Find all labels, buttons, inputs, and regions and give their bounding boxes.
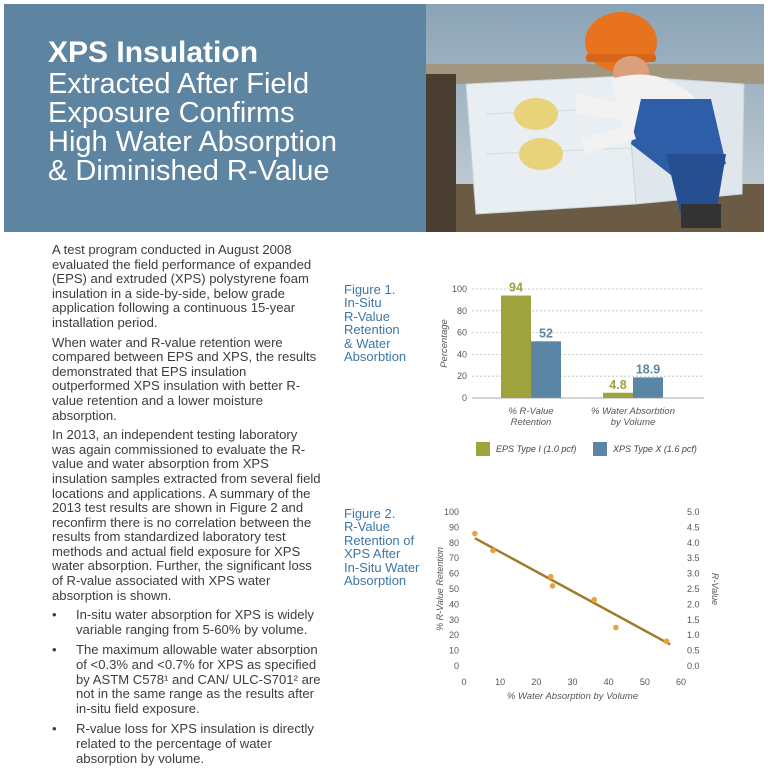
caption-line: Figure 2. [344, 506, 396, 521]
bullet-text: In-situ water absorption for XPS is widely variable ranging from 5-60% by volume. [76, 607, 314, 637]
y2-tick-label: 4.0 [687, 537, 700, 548]
y-tick-label: 20 [448, 630, 459, 641]
y-tick-label: 0 [453, 661, 459, 671]
caption-line: Retention of [344, 532, 415, 548]
y2-tick-label: 0.0 [687, 661, 700, 671]
scatter-point [490, 548, 496, 554]
legend-label: EPS Type I (1.0 pcf) [496, 444, 577, 454]
body-paragraph: When water and R-value retention were compared between EPS and XPS, the results demonstrated that EPS insulation outperformed XPS insulation with better R-value retention and a lower moisture absorption. [52, 334, 317, 423]
scatter-point [472, 531, 478, 537]
y2-axis-label: R-Value [710, 572, 720, 606]
body-paragraph: In 2013, an independent testing laboratory was again commissioned to evaluate the R-value and water absorption from XPS insulation samples extracted from several field locations and applications. A summary of the 2013 test results are shown in Figure 2 and reconfirm there is no correlation between the results from standardized laboratory test methods and actual field exposure for XPS water absorption. Further, the significant loss of R-value associated with XPS water absorption is shown. [52, 427, 321, 603]
y2-tick-label: 1.0 [687, 630, 700, 641]
caption-line: XPS After [344, 546, 401, 562]
y-tick-label: 20 [456, 371, 467, 382]
scatter-point [548, 574, 554, 580]
bar-value-label: 18.9 [635, 362, 661, 377]
y2-tick-label: 3.0 [687, 568, 700, 579]
scatter-point [591, 597, 597, 603]
title-line: & Diminished R-Value [48, 155, 330, 187]
x-tick-label: 30 [567, 677, 578, 687]
x-category-label: Retention [510, 417, 552, 428]
x-tick-label: 40 [603, 677, 614, 687]
bar-value-label: 52 [539, 326, 553, 341]
bullet-marker: • [52, 607, 57, 623]
y-tick-label: 10 [448, 645, 459, 656]
y-tick-label: 40 [456, 349, 467, 360]
caption-line: Absorption [344, 573, 407, 589]
bar-value-label: 4.8 [609, 377, 627, 392]
legend-label: XPS Type X (1.6 pcf) [613, 444, 697, 454]
x-tick-label: 0 [461, 677, 467, 687]
x-tick-label: 50 [639, 677, 650, 687]
y-tick-label: 60 [456, 327, 467, 338]
y-tick-label: 30 [448, 614, 459, 625]
scatter-point [613, 625, 619, 631]
x-tick-label: 10 [495, 677, 506, 687]
x-category-label: by Volume [610, 417, 656, 428]
x-category-label: % Water Absorbtion [591, 406, 675, 417]
caption-line: & Water [344, 335, 391, 351]
y-tick-label: 0 [461, 393, 467, 403]
caption-line: R-Value [344, 519, 391, 535]
caption-line: Figure 1. [344, 282, 396, 297]
y-tick-label: 90 [448, 522, 459, 533]
body-paragraph: A test program conducted in August 2008 evaluated the field performance of expanded (EPS) and extruded (XPS) polystyrene foam insulation in a side-by-side, below grade application following a continuous 15-year installation period. [52, 242, 312, 330]
caption-line: In-Situ [344, 295, 382, 311]
bullet-marker: • [52, 721, 57, 737]
bullet-marker: • [52, 642, 57, 658]
y-tick-label: 70 [448, 553, 459, 564]
y-tick-label: 50 [448, 584, 459, 594]
y2-tick-label: 4.5 [687, 522, 700, 533]
y2-tick-label: 2.5 [687, 584, 700, 594]
y-tick-label: 100 [443, 507, 459, 517]
caption-line: Retention [344, 322, 400, 338]
y-tick-label: 100 [451, 284, 467, 294]
x-axis-label: % Water Absorption by Volume [506, 691, 639, 702]
y-tick-label: 80 [448, 537, 459, 548]
caption-line: R-Value [344, 308, 391, 324]
y2-tick-label: 2.0 [687, 599, 700, 610]
bullet-text: The maximum allowable water absorption of <0.3% and <0.7% for XPS as specified by ASTM C578¹ and CAN/ ULC-S701² are not in the same range as the results after in-situ field exposure. [76, 642, 321, 716]
y2-tick-label: 0.5 [687, 645, 700, 656]
caption-line: In-Situ Water [344, 559, 420, 575]
y-axis-label: Percentage [439, 319, 450, 368]
bar-value-label: 94 [509, 280, 523, 295]
y-tick-label: 40 [448, 599, 459, 610]
y2-tick-label: 1.5 [687, 614, 700, 625]
scatter-point [664, 639, 670, 645]
x-tick-label: 60 [675, 677, 687, 687]
trend-line [475, 538, 670, 644]
y2-tick-label: 3.5 [687, 553, 700, 564]
title-line: Extracted After Field [48, 68, 310, 100]
title-line: High Water Absorption [48, 126, 338, 158]
bullet-text: R-value loss for XPS insulation is directly related to the percentage of water absorption by volume. [76, 721, 314, 766]
y-axis-label: % R-Value Retention [435, 547, 445, 631]
y2-tick-label: 5.0 [687, 507, 700, 517]
y-tick-label: 60 [448, 568, 459, 579]
x-category-label: % R-Value [508, 406, 554, 417]
caption-line: Absorbtion [344, 349, 407, 365]
x-tick-label: 20 [531, 677, 542, 687]
y-tick-label: 80 [456, 305, 467, 316]
article-title-bold: XPS Insulation [48, 36, 259, 69]
scatter-point [550, 583, 556, 589]
title-line: Exposure Confirms [48, 97, 295, 129]
